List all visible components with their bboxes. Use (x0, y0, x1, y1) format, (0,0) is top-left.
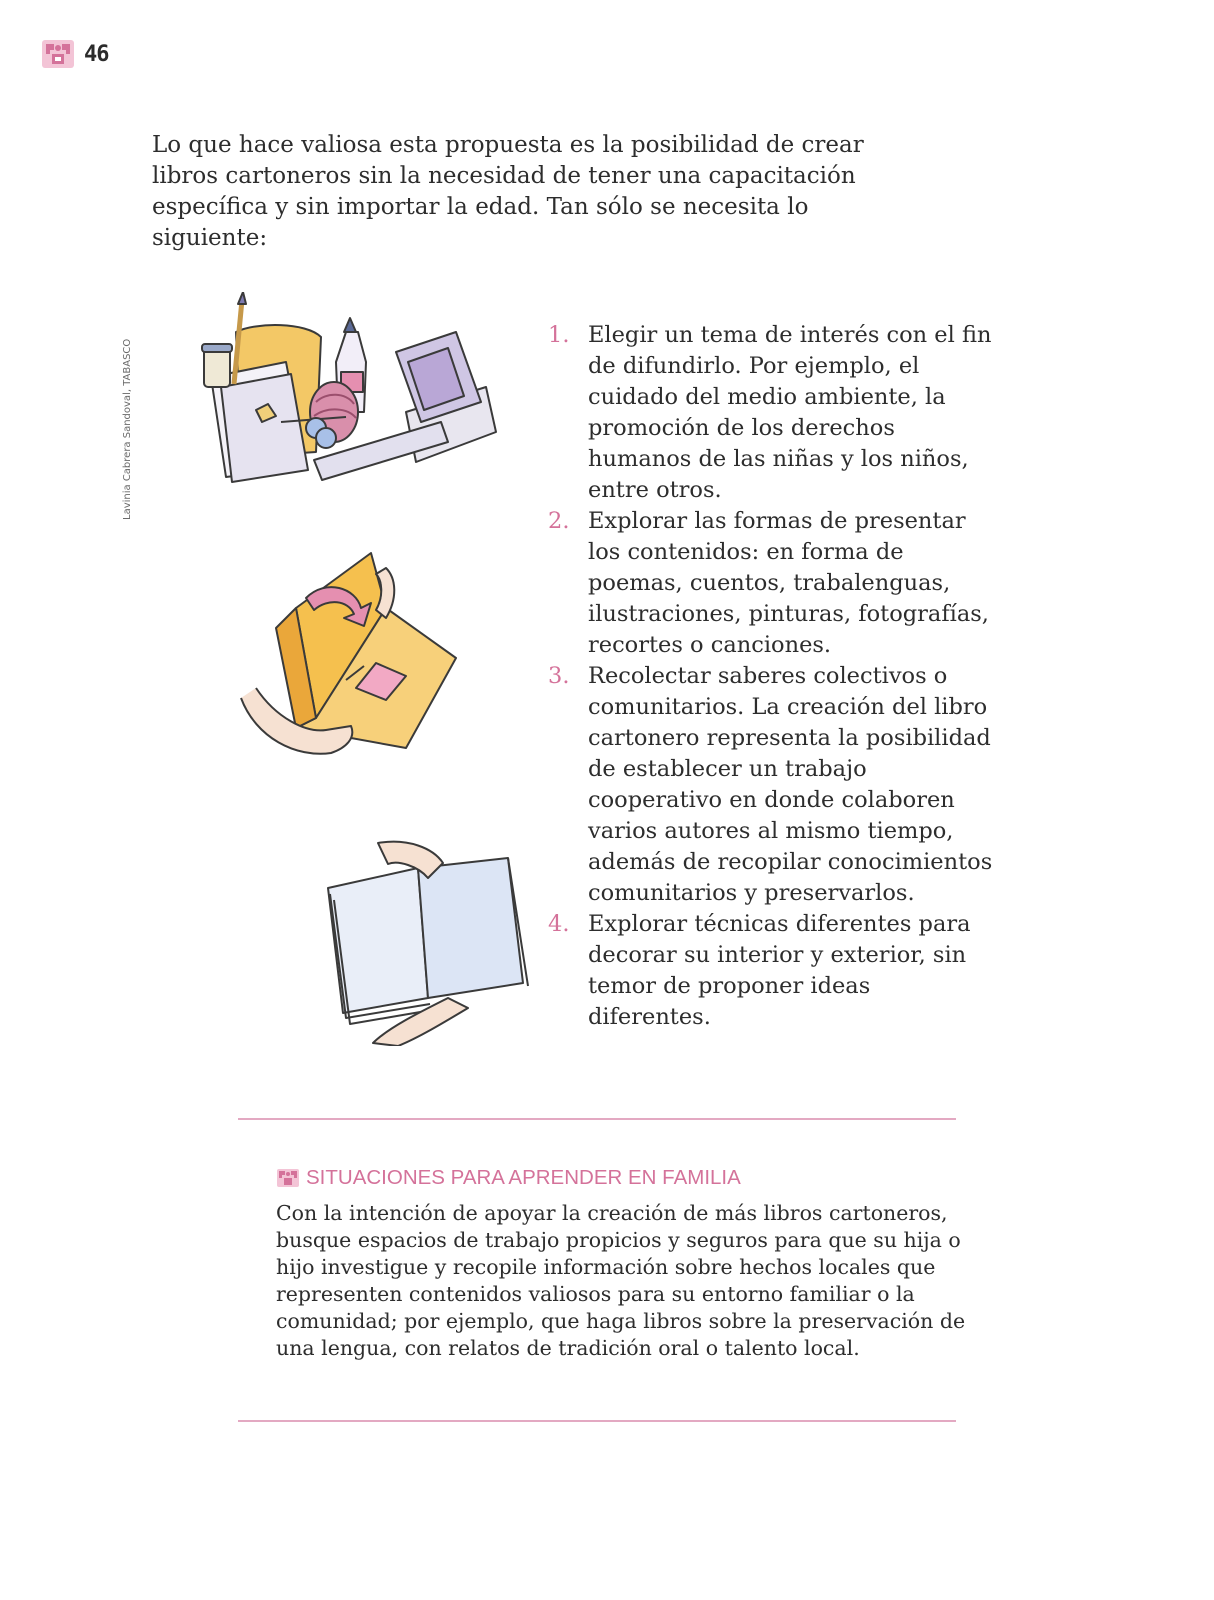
step-number: 3. (548, 663, 570, 689)
open-book-illustration (318, 838, 538, 1046)
illustration-credit: Lavinia Cabrera Sandoval, TABASCO (122, 338, 133, 520)
page-header (40, 36, 109, 72)
step-text: Recolectar saberes colectivos o comunitarios. La creación del libro cartonero representa la posibilidad de establecer un trabajo cooperativo en donde colaboren varios autores al mismo tiempo, además de recopilar conocimientos comunitarios y preservarlos. (588, 663, 993, 906)
family-section-title: SITUACIONES PARA APRENDER EN FAMILIA (306, 1166, 741, 1189)
list-item (548, 909, 998, 1033)
step-text: Elegir un tema de interés con el fin de difundirlo. Por ejemplo, el cuidado del medio ambiente, la promoción de los derechos humanos de las niñas y los niños, entre otros. (588, 322, 992, 503)
intro-paragraph: Lo que hace valiosa esta propuesta es la posibilidad de crear libros cartoneros sin la necesidad de tener una capacitación específica y sin importar la edad. Tan sólo se necesita lo siguiente: (152, 132, 864, 251)
pink-glyph-icon (40, 36, 76, 72)
section-divider-bottom (238, 1420, 956, 1422)
step-text: Explorar técnicas diferentes para decorar su interior y exterior, sin temor de proponer ideas diferentes. (588, 911, 971, 1030)
pink-glyph-icon (276, 1167, 300, 1189)
step-number: 1. (548, 322, 570, 348)
family-section (276, 1166, 976, 1362)
list-item (548, 506, 998, 661)
steps-list (548, 320, 998, 1033)
step-text: Explorar las formas de presentar los contenidos: en forma de poemas, cuentos, trabalenguas, ilustraciones, pinturas, fotografías, recortes o canciones. (588, 508, 989, 658)
step-number: 4. (548, 911, 570, 937)
list-item (548, 320, 998, 506)
craft-materials-illustration (196, 292, 506, 492)
list-item (548, 661, 998, 909)
step-number: 2. (548, 508, 570, 534)
family-section-heading (276, 1166, 976, 1190)
family-section-text: Con la intención de apoyar la creación de más libros cartoneros, busque espacios de trabajo propicios y seguros para que su hija o hijo investigue y recopile información sobre hechos locales que representen contenidos valiosos para su entorno familiar o la comunidad; por ejemplo, que haga libros sobre la preservación de una lengua, con relatos de tradición oral o talento local. (276, 1201, 966, 1360)
page-number: 46 (84, 41, 109, 67)
section-divider-top (238, 1118, 956, 1120)
folding-cardboard-illustration (236, 548, 466, 788)
